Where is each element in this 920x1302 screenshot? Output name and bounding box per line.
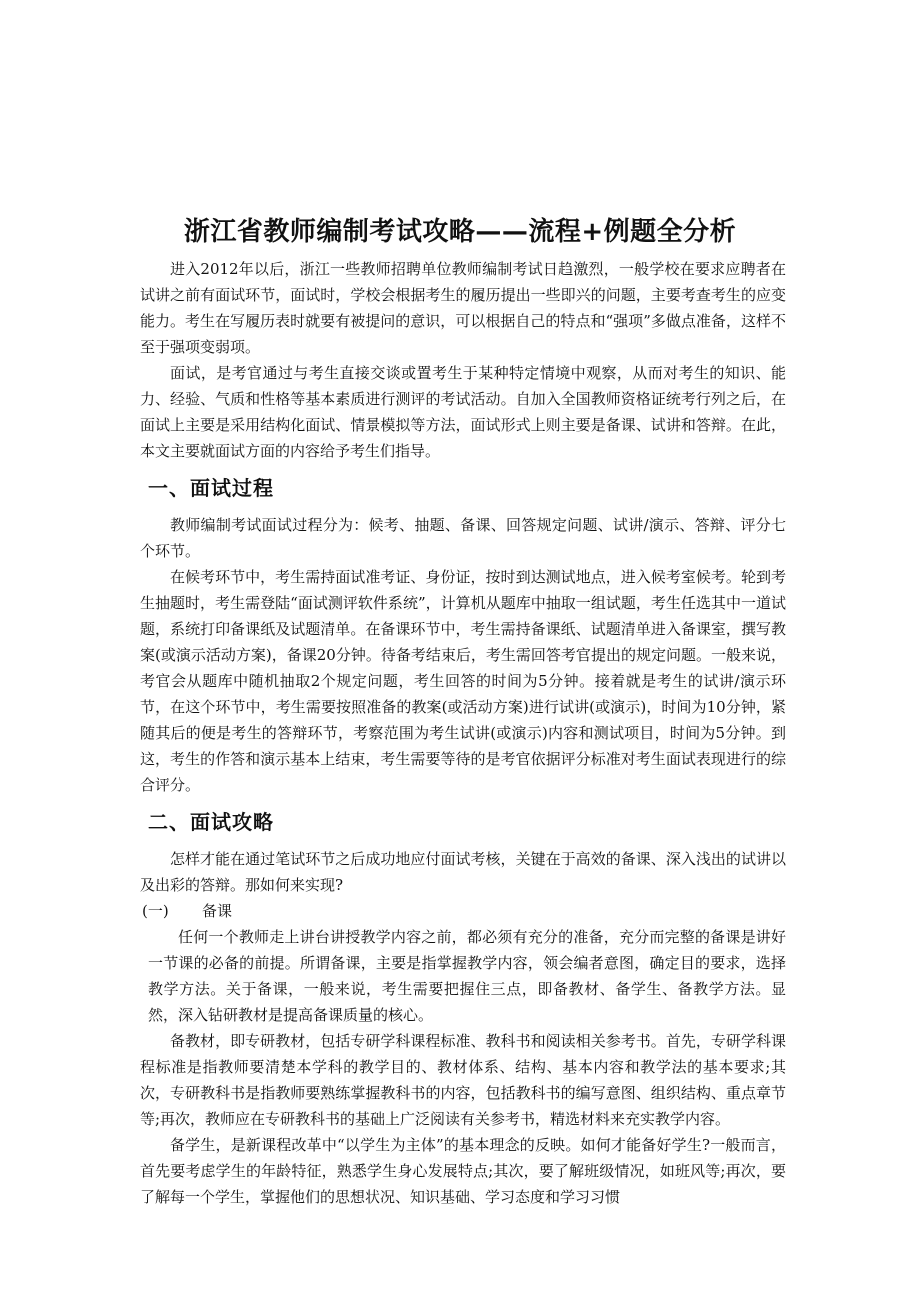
- document-body: [140, 256, 786, 1210]
- section-heading-interview-strategy: 二、面试攻略: [148, 810, 274, 834]
- intro-paragraph-2: 面试，是考官通过与考生直接交谈或置考生于某种特定情境中观察，从而对考生的知识、能力、经验、气质和性格等基本素质进行测评的考试活动。自加入全国教师资格证统考行列之后，在面试上主要是采用结构化面试、情景模拟等方法，面试形式上则主要是备课、试讲和答辩。在此，本文主要就面试方面的内容给予考生们指导。: [140, 364, 786, 460]
- document-title: 浙江省教师编制考试攻略——流程+例题全分析: [183, 217, 737, 247]
- intro-paragraph-1: 进入2012年以后，浙江一些教师招聘单位教师编制考试日趋激烈，一般学校在要求应聘者在试讲之前有面试环节，面试时，学校会根据考生的履历提出一些即兴的问题，主要考查考生的应变能力。考生在写履历表时就要有被提问的意识，可以根据自己的特点和“强项”多做点准备，这样不至于强项变弱项。: [140, 260, 786, 356]
- subsection-paragraph-2: 备教材，即专研教材，包括专研学科课程标准、教科书和阅读相关参考书。首先，专研学科课程标准是指教师要清楚本学科的教学目的、教材体系、结构、基本内容和教学法的基本要求;其次，专研教科书是指教师要熟练掌握教科书的内容，包括教科书的编写意图、组织结构、重点章节等;再次，教师应在专研教科书的基础上广泛阅读有关参考书，精选材料来充实教学内容。: [140, 1032, 786, 1128]
- section1-paragraph-2: 在候考环节中，考生需持面试准考证、身份证，按时到达测试地点，进入候考室候考。轮到考生抽题时，考生需登陆“面试测评软件系统”，计算机从题库中抽取一组试题，考生任选其中一道试题，系统打印备课纸及试题清单。在备课环节中，考生需持备课纸、试题清单进入备课室，撰写教案(或演示活动方案)，备课20分钟。待备考结束后，考生需回答考官提出的规定问题。一般来说，考官会从题库中随机抽取2个规定问题，考生回答的时间为5分钟。接着就是考生的试讲/演示环节，在这个环节中，考生需要按照准备的教案(或活动方案)进行试讲(或演示)，时间为10分钟，紧随其后的便是考生的答辩环节，考察范围为考生试讲(或演示)内容和测试项目，时间为5分钟。到这，考生的作答和演示基本上结束，考生需要等待的是考官依据评分标准对考生面试表现进行的综合评分。: [140, 568, 786, 794]
- section1-paragraph-1: 教师编制考试面试过程分为：候考、抽题、备课、回答规定问题、试讲/演示、答辩、评分七个环节。: [140, 516, 786, 560]
- subsection-heading-lesson-prep: [140, 898, 786, 924]
- section2-intro: 怎样才能在通过笔试环节之后成功地应付面试考核，关键在于高效的备课、深入浅出的试讲以及出彩的答辩。那如何来实现?: [140, 850, 786, 894]
- subsection-paragraph-3: 备学生，是新课程改革中“以学生为主体”的基本理念的反映。如何才能备好学生?一般而言，首先要考虑学生的年龄特征，熟悉学生身心发展特点;其次，要了解班级情况，如班风等;再次，要了解每一个学生，掌握他们的思想状况、知识基础、学习态度和学习习惯: [140, 1136, 786, 1206]
- subsection-paragraph-1: 任何一个教师走上讲台讲授教学内容之前，都必须有充分的准备，充分而完整的备课是讲好一节课的必备的前提。所谓备课，主要是指掌握教学内容，领会编者意图，确定目的要求，选择教学方法。关于备课，一般来说，考生需要把握住三点，即备教材、备学生、备教学方法。显然，深入钻研教材是提高备课质量的核心。: [148, 928, 786, 1024]
- section-heading-interview-process: 一、面试过程: [148, 476, 274, 500]
- subsection-number: (一): [142, 902, 169, 920]
- subsection-title: 备课: [202, 902, 233, 920]
